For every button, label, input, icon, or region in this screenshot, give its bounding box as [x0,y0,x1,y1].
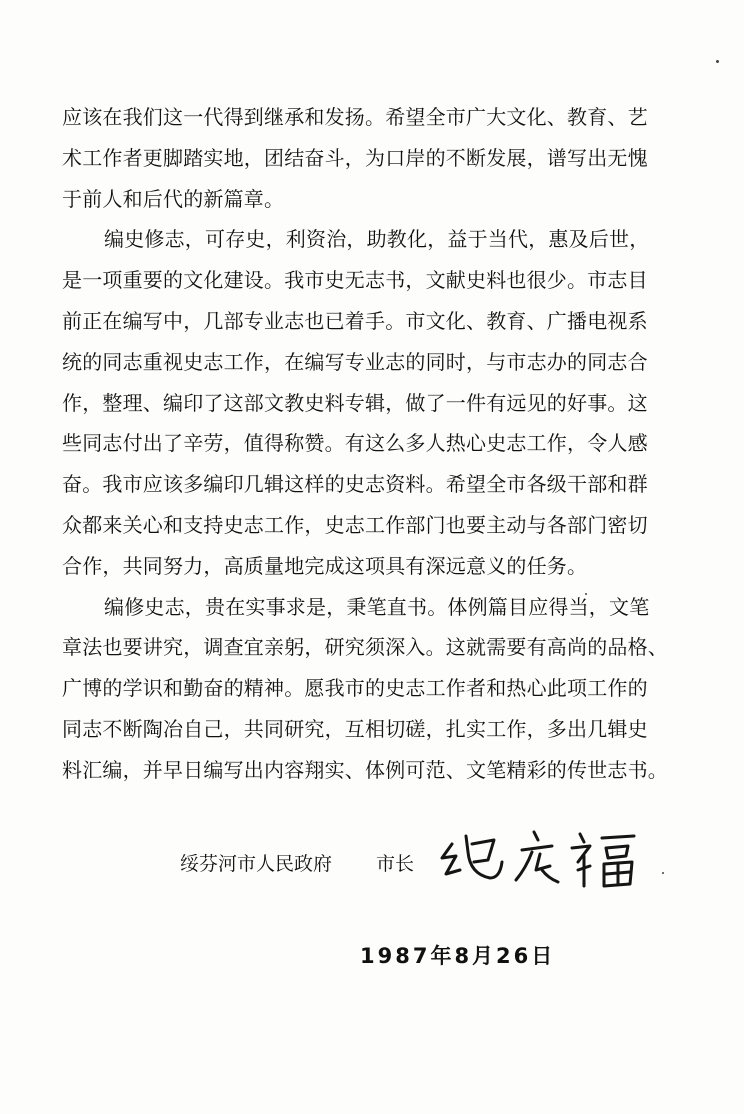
text-line: 前正在编写中，几部专业志也已着手。市文化、教育、广播电视系 [62,308,648,333]
document-date: 1987年8月26日 [360,944,556,968]
scan-speck [585,593,587,595]
text-line: 奋。我市应该多编印几辑这样的史志资料。希望全市各级干部和群 [62,472,648,497]
paragraph-start-line: 编史修志，可存史，利资治，助教化，益于当代，惠及后世， [104,227,650,252]
text-line: 章法也要讲究，调查宜亲躬，研究须深入。这就需要有高尚的品格、 [62,635,668,660]
text-line: 料汇编，并早日编写出内容翔实、体例可范、文笔精彩的传世志书。 [62,757,668,782]
scan-speck [662,872,664,874]
text-line: 应该在我们这一代得到继承和发扬。希望全市广大文化、教育、艺 [62,105,648,129]
text-line: 术工作者更脚踏实地，团结奋斗，为口岸的不断发展，谱写出无愧 [62,145,648,170]
text-line: 于前人和后代的新篇章。 [62,186,285,211]
signer-title: 市长 [376,853,415,875]
handwritten-signature [438,822,648,892]
text-line: 同志不断陶冶自己，共同研究，互相切磋，扎实工作，多出几辑史 [62,716,648,741]
text-line: 些同志付出了辛劳，值得称赞。有这么多人热心史志工作，令人感 [62,431,648,456]
text-line: 广博的学识和勤奋的精神。愿我市的史志工作者和热心此项工作的 [62,676,648,701]
text-line: 合作，共同努力，高质量地完成这项具有深远意义的任务。 [62,553,588,578]
signature-block [180,822,660,892]
text-line: 是一项重要的文化建设。我市史无志书，文献史料也很少。市志目 [62,268,648,293]
scan-speck [716,60,719,63]
body-text [62,97,674,791]
text-line: 众都来关心和支持史志工作，史志工作部门也要主动与各部门密切 [62,512,648,537]
paragraph-start-line: 编修史志，贵在实事求是，秉笔直书。体例篇目应得当，文笔 [104,594,650,619]
text-line: 作，整理、编印了这部文教史料专辑，做了一件有远见的好事。这 [62,390,648,415]
text-line: 统的同志重视史志工作，在编写专业志的同时，与市志办的同志合 [62,349,648,374]
signer-organization: 绥芬河市人民政府 [180,853,333,875]
